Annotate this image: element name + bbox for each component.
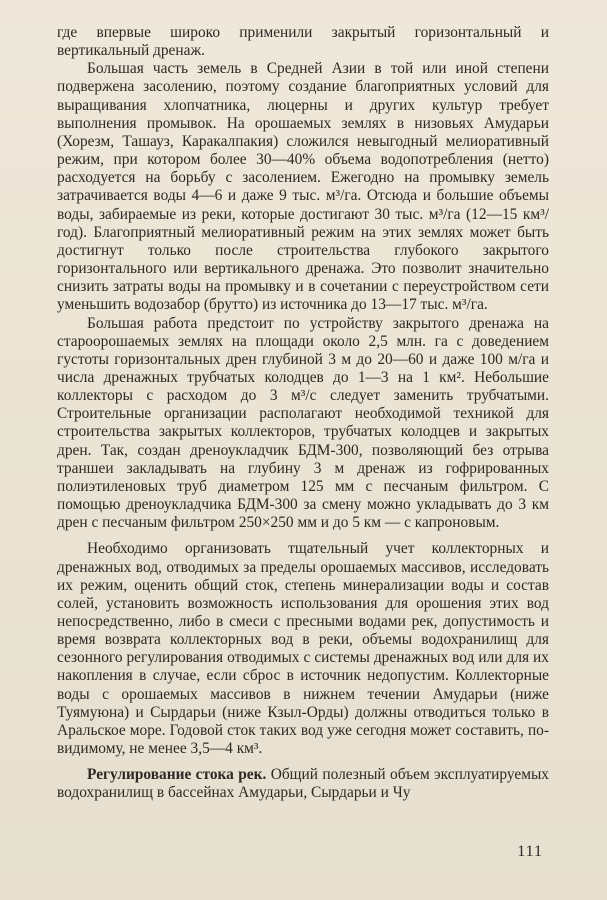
paragraph-salinization: Большая часть земель в Средней Азии в той или иной степени подвержена засолению, поэтому создание благоприятных условий для выращивания хлопчатника, люцерны и других культур требует выполнения промывок. На орошаемых землях в низовьях Амударьи (Хорезм, Ташауз, Каракалпакия) сложился невыгодный мелиоративный режим, при котором более 30—40% объема водопотребления (нетто) расходуется на борьбу с засолением. Ежегодно на промывку земель затрачивается воды 4—6 и даже 9 тыс. м³/га. Отсюда и большие объемы воды, забираемые из реки, которые достигают 30 тыс. м³/га (12—15 км³/год). Благоприятный мелиоративный режим на этих землях может быть достигнут только после строительства глубокого закрытого горизонтального или вертикального дренажа. Это позволит значительно снизить затраты воды на промывку и в сочетании с переустройством сети уменьшить водозабор (брутто) из источника до 13—17 тыс. м³/га. xyxy=(57,60,549,314)
section-heading-text: Общий полезный объем эксплуатируемых водохранилищ в бассейнах Амударьи, Сырдарьи и Чу xyxy=(57,766,549,802)
body-text xyxy=(57,24,549,803)
section-heading: Регулирование стока рек. xyxy=(87,766,267,784)
paragraph-collector-waters: Необходимо организовать тщательный учет коллекторных и дренажных вод, отводимых за пределы орошаемых массивов, исследовать их режим, оценить общий сток, степень минерализации воды и состав солей, установить возможность использования для орошения этих вод непосредственно, либо в смеси с пресными водами рек, допустимость и время возврата коллекторных вод в реки, объемы водохранилищ для сезонного регулирования отводимых с системы дренажных вод или для их накопления в случае, если сброс в источник недопустим. Коллекторные воды с орошаемых массивов в нижнем течении Амударьи (ниже Туямуюна) и Сырдарьи (ниже Кзыл-Орды) должны отводиться только в Аральское море. Годовой сток таких вод уже сегодня может составить, по-видимому, не менее 3,5—4 км³. xyxy=(57,540,549,758)
paragraph-flow-regulation xyxy=(57,766,549,802)
page-number: 111 xyxy=(517,843,543,860)
paragraph-closed-drainage: Большая работа предстоит по устройству закрытого дренажа на староорошаемых землях на площади около 2,5 млн. га с доведением густоты горизонтальных дрен глубиной 3 м до 20—60 и даже 100 м/га и числа дренажных трубчатых колодцев до 1—3 на 1 км². Небольшие коллекторы с расходом до 3 м³/с следует заменить трубчатыми. Строительные организации располагают необходимой техникой для строительства закрытых коллекторов, трубчатых колодцев и закрытых дрен. Так, создан дреноукладчик БДМ-300, позволяющий без отрыва траншеи закладывать на глубину 3 м дренаж из гофрированных полиэтиленовых труб диаметром 125 мм с песчаным фильтром. С помощью дреноукладчика БДМ-300 за смену можно укладывать до 3 км дрен с песчаным фильтром 250×250 мм и до 5 км — с капроновым. xyxy=(57,314,549,532)
paragraph-continuation: где впервые широко применили закрытый горизонтальный и вертикальный дренаж. xyxy=(57,24,549,60)
